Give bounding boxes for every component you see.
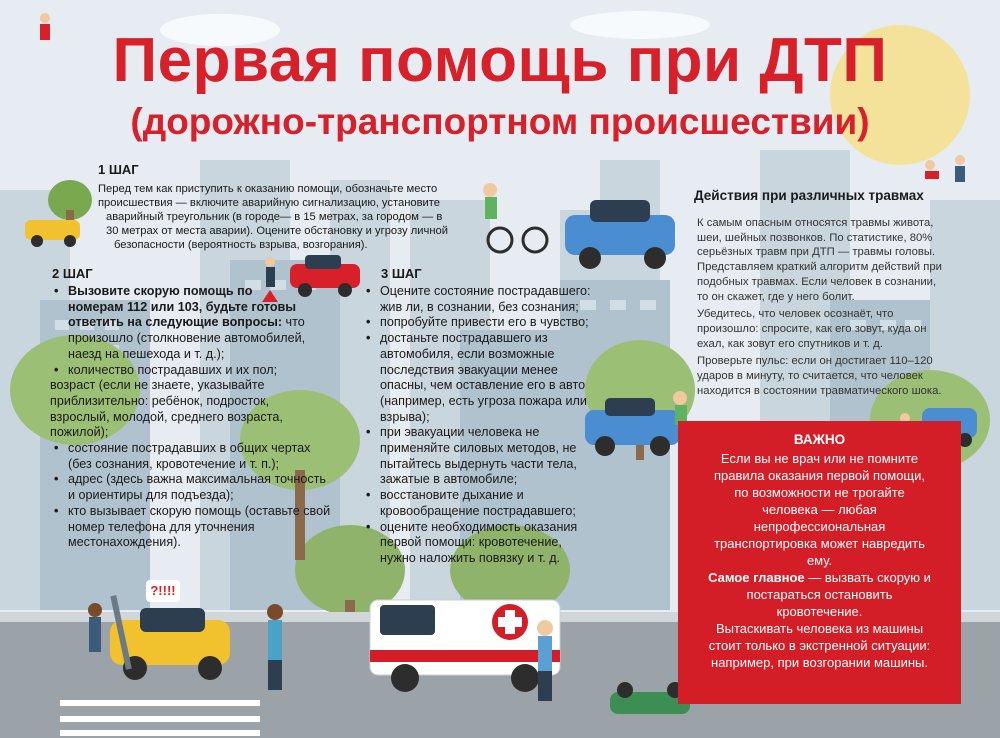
step1-text: Перед тем как приступить к оказанию помощи, обозначьте место происшествия — включите аварийную сигнализацию, установите аварийный треугольник (в городе— в 15 метрах, за городом — в 30 метрах от места аварии). Оцените обстановку и угрозу личной безопасности (вероятность взрыва, возгорания). (98, 183, 448, 251)
important-panel: ВАЖНО Если вы не врач или не помните правила оказания первой помощи, по возможности не трогайте человека — любая непрофессиональная транспортировка может навредить ему. Самое главное — вызвать скорую и постараться остановить кровотечение. Вытаскивать человека из машины стоит только в экстренной ситуации: например, при возгорании машины. (678, 421, 961, 704)
injuries-text: К самым опасным относятся травмы живота, шеи, шейных позвонков. По статистике, 80% серьёзных травм при ДТП — травмы головы. Представляем краткий алгоритм действий при подобных травмах. Если человек в сознании, то он скажет, где у него болит. Убедитесь, что человек осознаёт, что произошло: спросите, как его зовут, куда он ехал, как зовут его спутников и т. д. Проверьте пульс: если он достигает 110–120 ударов в минуту, то считается, что человек находится в состоянии травматического шока. (697, 217, 942, 397)
step2-item-call: • Вызовите скорую помощь по номерам 112 или 103, будьте готовы ответить на следующие вопросы: что произошло (столкновение автомобилей, наезд на пешехода и т. д.); (50, 284, 350, 363)
step3-list (362, 284, 602, 567)
step2-heading: 2 ШАГ (52, 266, 93, 281)
poster-title: Первая помощь при ДТП (112, 26, 888, 95)
step3-item-2: • попробуйте привести его в чувство; (362, 315, 602, 331)
step3-heading: 3 ШАГ (381, 266, 422, 281)
step3-item-5: • восстановите дыхание и кровообращение пострадавшего; (362, 488, 602, 519)
important-heading: ВАЖНО (793, 432, 846, 447)
step2-item-age: возраст (если не знаете, указывайте приблизительно: ребёнок, подросток, взрослый, молодой, среднего возраста, пожилой); (50, 378, 283, 440)
step3-item-1: • Оцените состояние пострадавшего: жив ли, в сознании, без сознания; (362, 284, 602, 315)
step3-item-6: • оцените необходимость оказания первой помощи: кровотечение, нужно наложить повязку и т. д. (362, 520, 602, 567)
step2-item-caller: • кто вызывает скорую помощь (оставьте свой номер телефона для уточнения местонахождения). (50, 504, 350, 551)
step2-list (50, 284, 350, 551)
step3-item-3: • достаньте пострадавшего из автомобиля, если возможные последствия эвакуации менее опасны, чем оставление его в авто (например, есть угроза пожара или взрыва); (362, 331, 602, 425)
injuries-title: Действия при различных травмах (694, 188, 924, 203)
crosswalk (60, 700, 260, 736)
exclamation-sign: ?!!!! (146, 580, 180, 602)
step1-heading: 1 ШАГ (98, 162, 139, 177)
step2-item-count: • количество пострадавших и их пол; (50, 363, 350, 379)
step2-item-address: • адрес (здесь важна максимальная точность и ориентиры для подъезда); (50, 472, 350, 503)
step3-item-4: • при эвакуации человека не применяйте силовых методов, не пытайтесь выдернуть части тела, зажатые в автомобиле; (362, 425, 602, 488)
step2-item-state: • состояние пострадавших в общих чертах (без сознания, кровотечение и т. п.); (50, 441, 350, 472)
poster-subtitle: (дорожно-транспортном происшествии) (130, 101, 870, 142)
